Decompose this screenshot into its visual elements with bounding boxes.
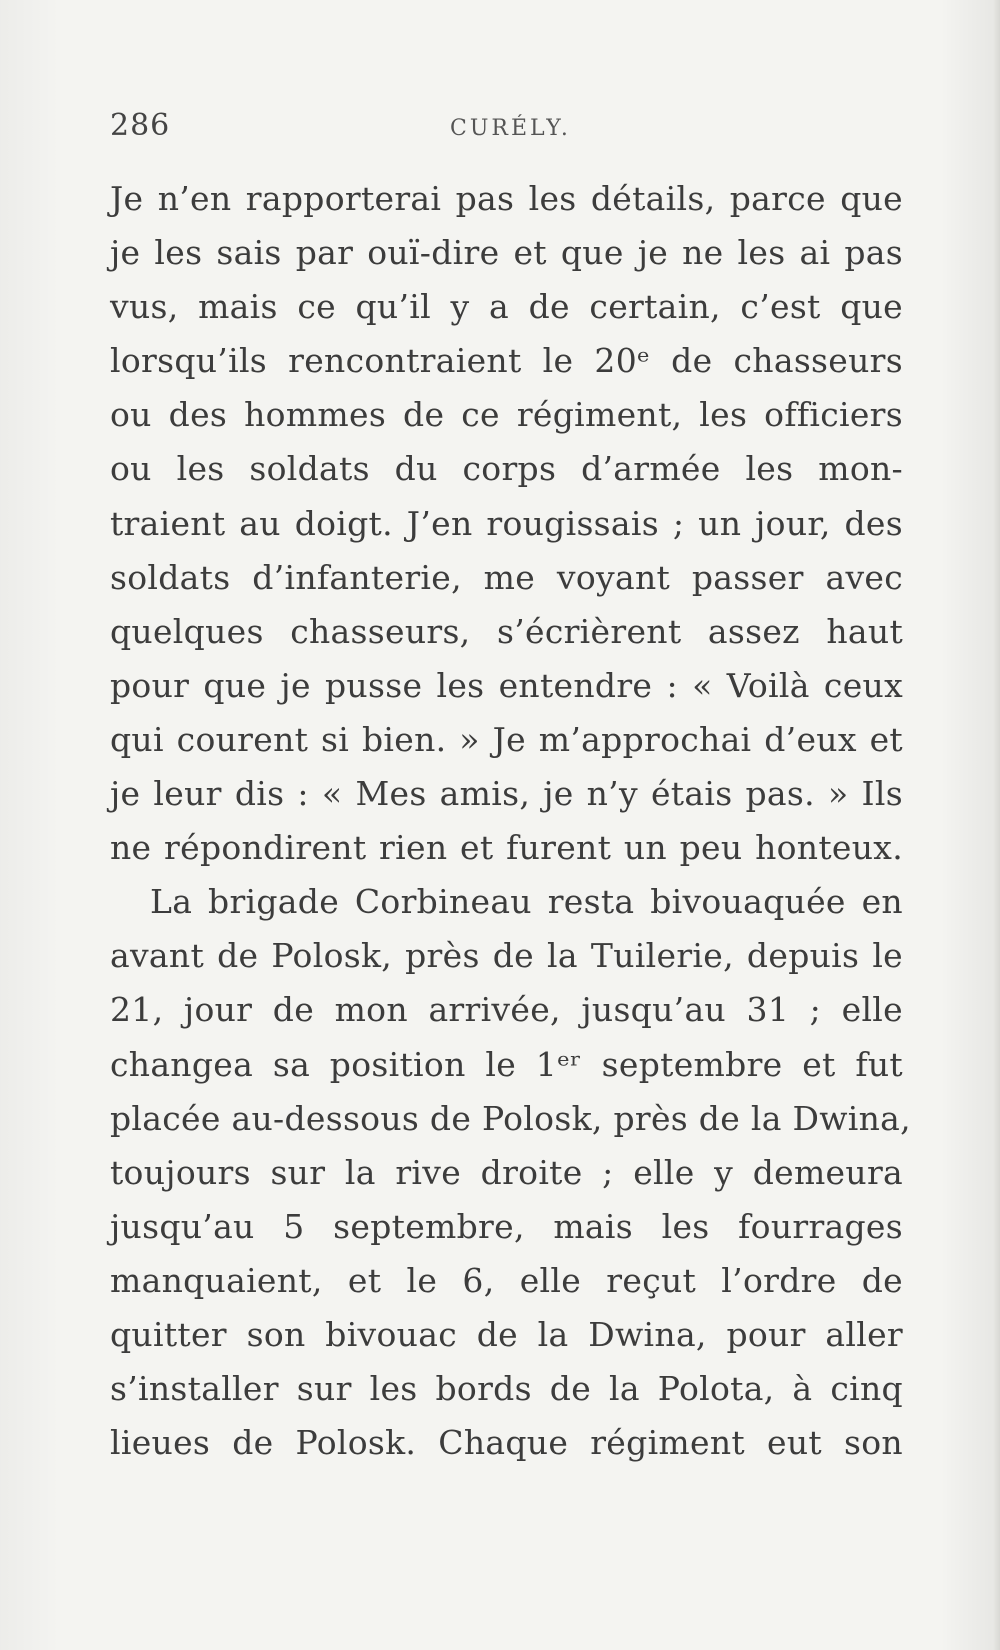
text-line: jusqu’au 5 septembre, mais les fourrages [110, 1206, 903, 1246]
page-header [110, 108, 900, 148]
text-line: ou les soldats du corps d’armée les mon- [110, 449, 903, 489]
text-line: toujours sur la rive droite ; elle y demeura [110, 1152, 903, 1192]
text-line: quitter son bivouac de la Dwina, pour aller [110, 1314, 903, 1354]
text-line: soldats d’infanterie, me voyant passer avec [110, 557, 903, 597]
text-line: placée au-dessous de Polosk, près de la Dwina, [110, 1098, 911, 1138]
text-line: Je n’en rapporterai pas les détails, parce que [110, 179, 903, 218]
text-line: je les sais par ouï-dire et que je ne les ai pas [110, 233, 903, 273]
text-line: qui courent si bien. » Je m’approchai d’eux et [110, 719, 903, 759]
page-number: 286 [110, 108, 171, 143]
text-line: traient au doigt. J’en rougissais ; un jour, des [110, 503, 903, 543]
text-line: lorsqu’ils rencontraient le 20ᵉ de chasseurs [110, 341, 903, 381]
text-line: ne répondirent rien et furent un peu honteux. [110, 828, 903, 868]
text-line: vus, mais ce qu’il y a de certain, c’est que [110, 287, 903, 327]
text-line: ou des hommes de ce régiment, les officiers [110, 395, 903, 435]
text-line: avant de Polosk, près de la Tuilerie, depuis le [110, 936, 903, 976]
text-line: 21, jour de mon arrivée, jusqu’au 31 ; elle [110, 990, 903, 1030]
text-line: pour que je pusse les entendre : « Voilà ceux [110, 665, 903, 705]
text-line: changea sa position le 1ᵉʳ septembre et fut [110, 1044, 903, 1084]
text-line: s’installer sur les bords de la Polota, à cinq [110, 1369, 903, 1409]
text-line: je leur dis : « Mes amis, je n’y étais pas. » Ils [110, 774, 903, 814]
body-text [110, 172, 911, 1470]
text-line: manquaient, et le 6, elle reçut l’ordre de [110, 1260, 903, 1300]
text-line-paragraph-start: La brigade Corbineau resta bivouaquée en [150, 882, 903, 922]
text-line: quelques chasseurs, s’écrièrent assez haut [110, 611, 903, 651]
text-line: lieues de Polosk. Chaque régiment eut son [110, 1423, 903, 1463]
page-edge [994, 0, 1000, 1650]
running-head: CURÉLY. [450, 116, 571, 141]
